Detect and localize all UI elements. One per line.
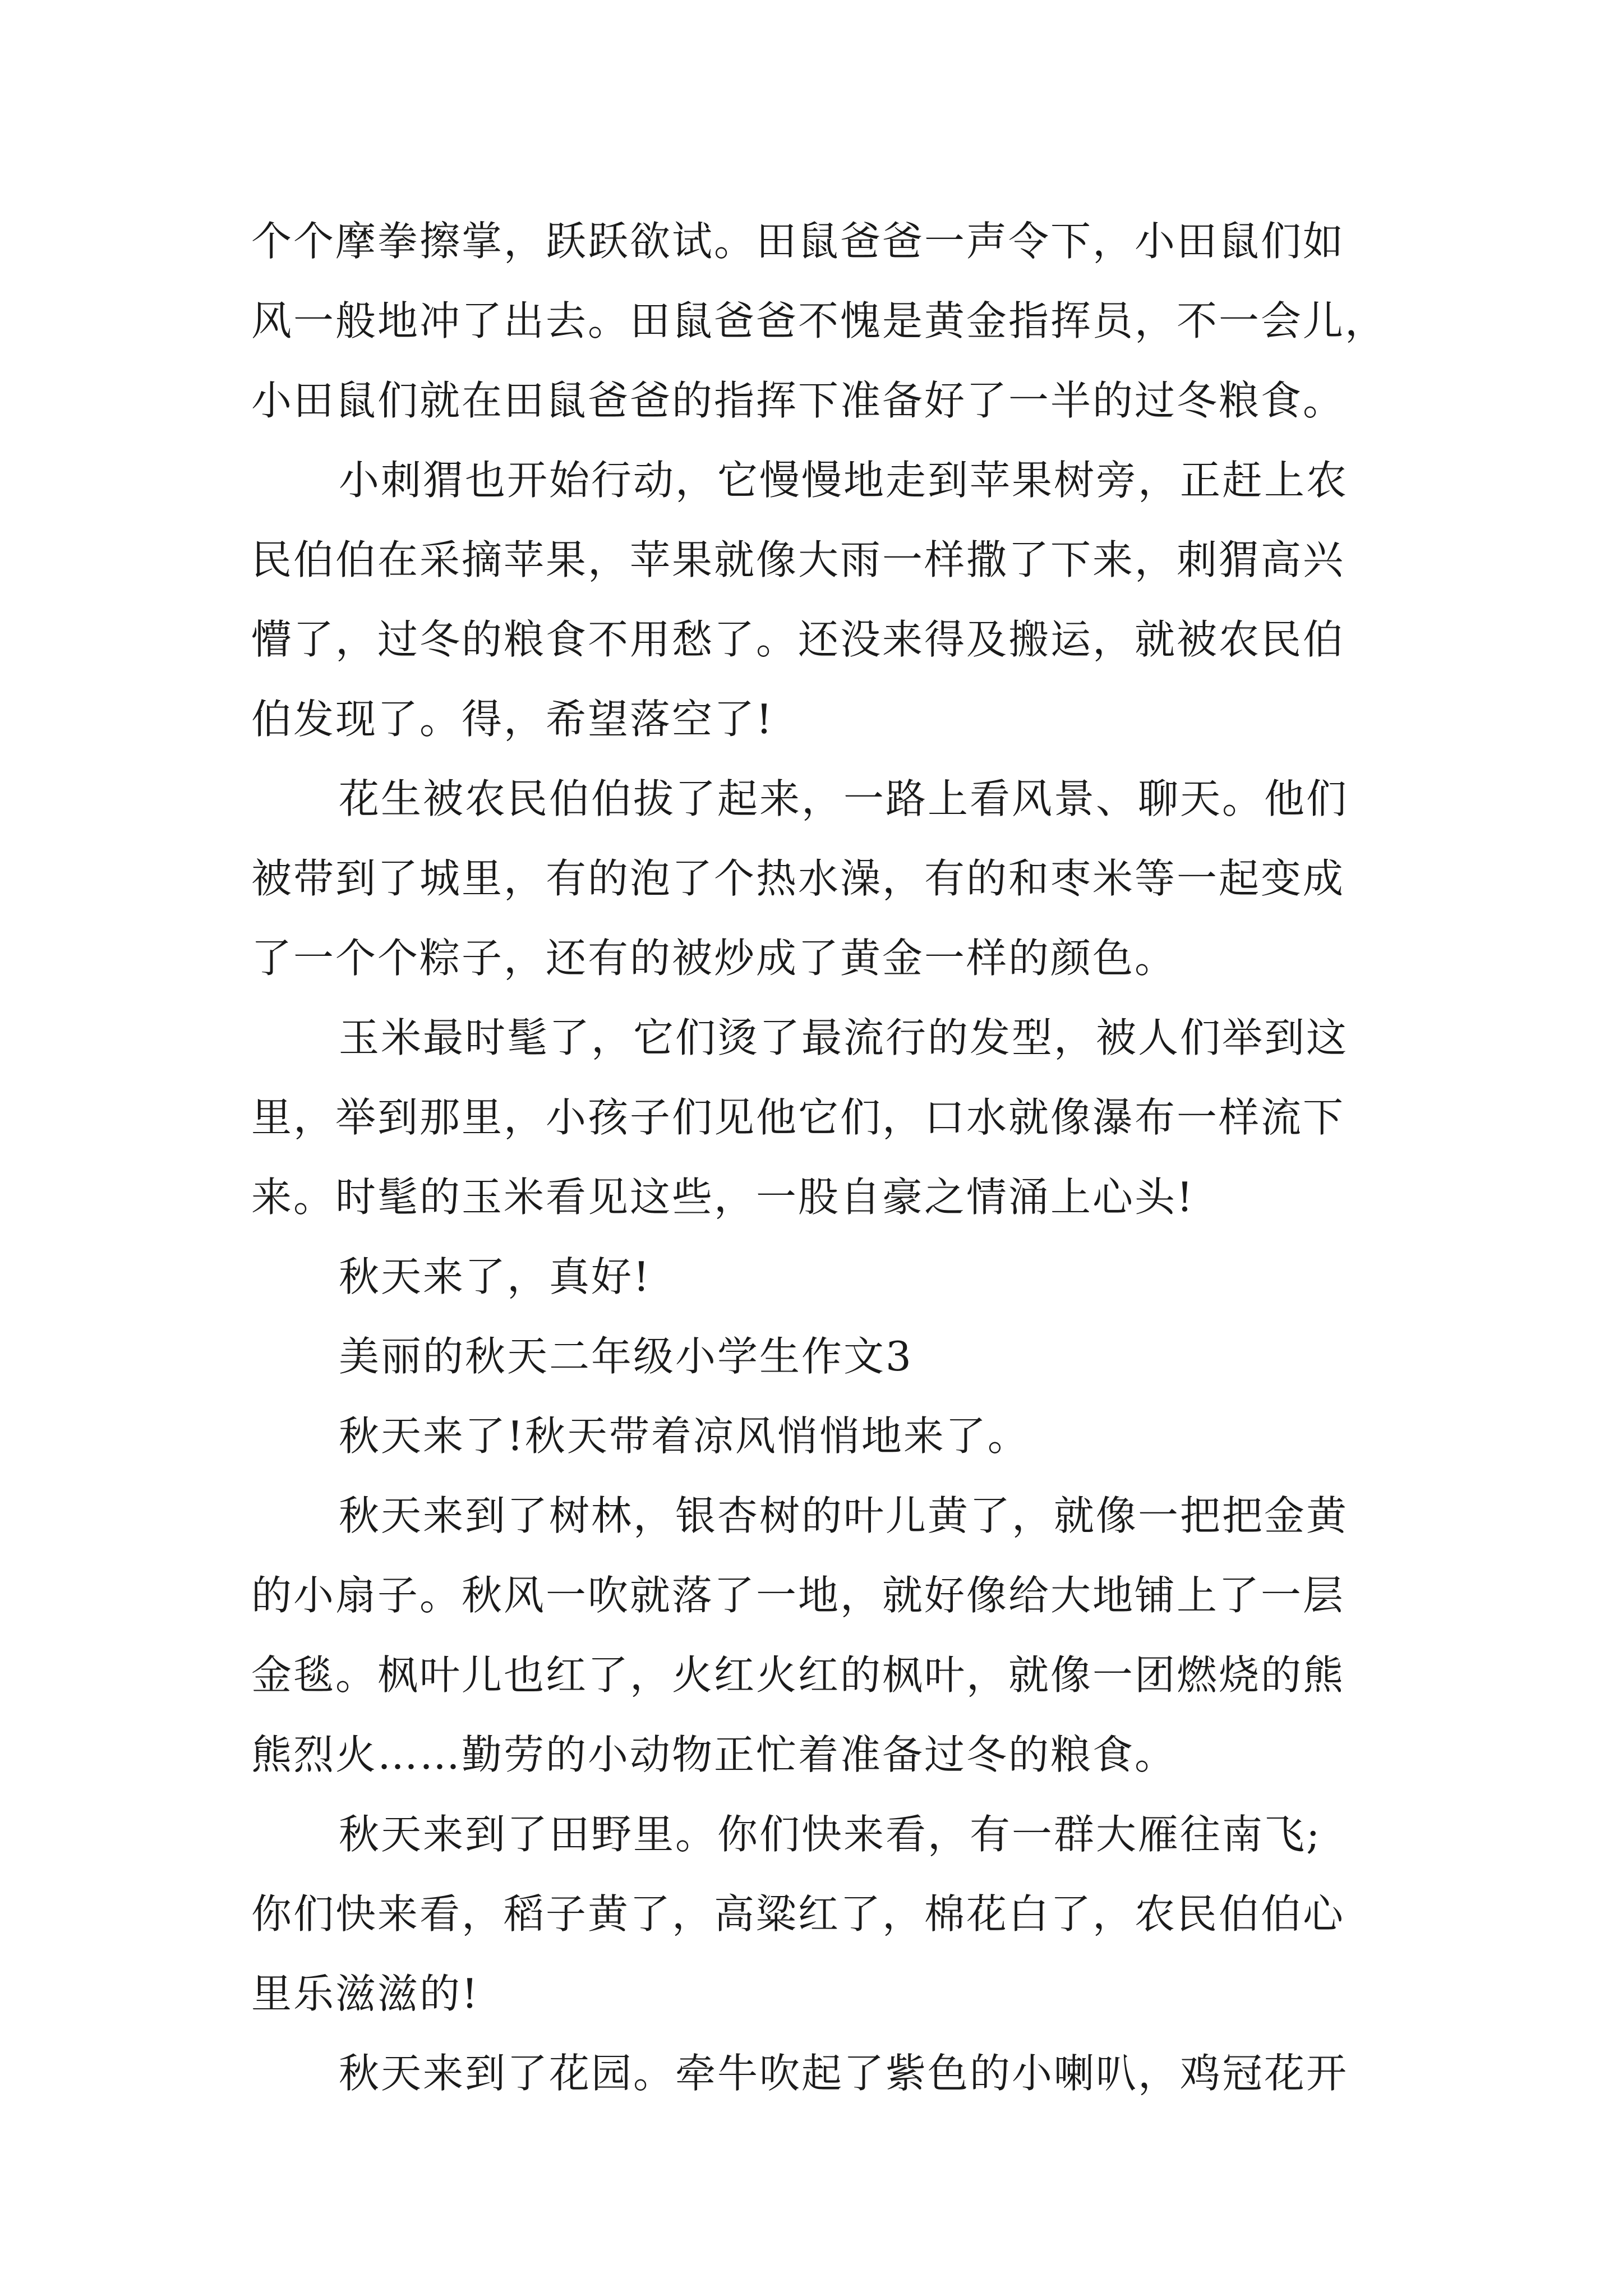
text-line: 民伯伯在采摘苹果，苹果就像大雨一样撒了下来，刺猬高兴 [251,536,1345,583]
text-line: 了一个个粽子，还有的被炒成了黄金一样的颜色。 [251,935,1177,982]
text-line: 金毯。枫叶儿也红了，火红火红的枫叶，就像一团燃烧的熊 [251,1651,1345,1699]
text-line: 来。时髦的玉米看见这些，一股自豪之情涌上心头! [251,1174,1195,1221]
paragraph-first-line: 秋天来到了树林，银杏树的叶儿黄了，就像一把把金黄 [339,1492,1349,1539]
text-line: 小田鼠们就在田鼠爸爸的指挥下准备好了一半的过冬粮食。 [251,377,1345,424]
paragraph-first-line: 小刺猬也开始行动，它慢慢地走到苹果树旁，正赶上农 [339,457,1349,504]
text-line: 里乐滋滋的! [251,1970,479,2017]
text-line: 里，举到那里，小孩子们见他它们，口水就像瀑布一样流下 [251,1094,1345,1141]
text-line: 个个摩拳擦掌，跃跃欲试。田鼠爸爸一声令下，小田鼠们如 [251,218,1345,265]
paragraph-first-line: 秋天来了，真好! [339,1253,651,1300]
paragraph-first-line: 秋天来到了田野里。你们快来看，有一群大雁往南飞; [339,1811,1322,1858]
paragraph-first-line: 玉米最时髦了，它们烫了最流行的发型，被人们举到这 [339,1014,1349,1061]
text-line: 懵了，过冬的粮食不用愁了。还没来得及搬运，就被农民伯 [251,616,1345,663]
text-line: 伯发现了。得，希望落空了! [251,696,774,743]
paragraph-first-line: 秋天来了!秋天带着凉风悄悄地来了。 [339,1412,1030,1460]
section-heading: 美丽的秋天二年级小学生作文3 [339,1333,913,1380]
text-line: 的小扇子。秋风一吹就落了一地，就好像给大地铺上了一层 [251,1572,1345,1619]
text-line: 熊烈火……勤劳的小动物正忙着准备过冬的粮食。 [251,1731,1177,1778]
paragraph-first-line: 秋天来到了花园。牵牛吹起了紫色的小喇叭，鸡冠花开 [339,2050,1349,2097]
text-line: 被带到了城里，有的泡了个热水澡，有的和枣米等一起变成 [251,855,1345,902]
text-line: 风一般地冲了出去。田鼠爸爸不愧是黄金指挥员，不一会儿， [251,297,1387,344]
text-line: 你们快来看，稻子黄了，高粱红了，棉花白了，农民伯伯心 [251,1890,1345,1938]
paragraph-first-line: 花生被农民伯伯拔了起来，一路上看风景、聊天。他们 [339,775,1349,822]
